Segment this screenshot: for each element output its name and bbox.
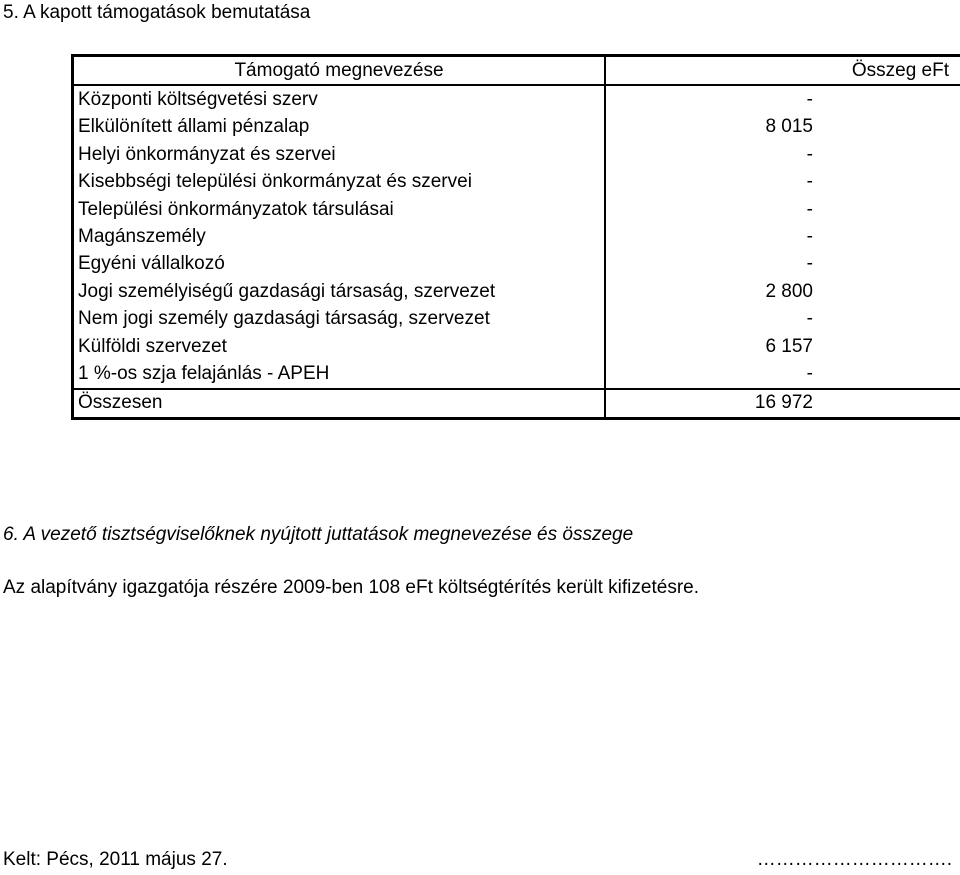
supporter-amount: 2 800 xyxy=(605,278,960,305)
total-label: Összesen xyxy=(73,389,606,419)
table-row xyxy=(73,223,960,250)
supporter-amount: - xyxy=(605,169,960,196)
supporter-amount: 8 015 xyxy=(605,114,960,141)
supporter-amount: - xyxy=(605,306,960,333)
supporter-name: Nem jogi személy gazdasági társaság, szervezet xyxy=(73,306,606,333)
place-date: Kelt: Pécs, 2011 május 27. xyxy=(3,849,228,870)
supporter-name: Elkülönített állami pénzalap xyxy=(73,114,606,141)
supporter-amount: - xyxy=(605,223,960,250)
supporter-name: Települési önkormányzatok társulásai xyxy=(73,196,606,223)
supporter-name: 1 %-os szja felajánlás - APEH xyxy=(73,360,606,388)
table-total-row xyxy=(73,389,960,419)
column-header-amount: Összeg eFt xyxy=(605,56,960,86)
column-header-supporter: Támogató megnevezése xyxy=(73,56,606,86)
table-row xyxy=(73,196,960,223)
supporter-name: Jogi személyiségű gazdasági társaság, szervezet xyxy=(73,278,606,305)
supporter-name: Magánszemély xyxy=(73,223,606,250)
supporter-name: Kisebbségi települési önkormányzat és szervei xyxy=(73,169,606,196)
table-row xyxy=(73,169,960,196)
supporter-name: Helyi önkormányzat és szervei xyxy=(73,141,606,168)
signature-line: …………………………. xyxy=(756,849,952,870)
section-6-title: 6. A vezető tisztségviselőknek nyújtott juttatások megnevezése és összege xyxy=(3,524,634,545)
total-amount: 16 972 xyxy=(605,389,960,419)
section-5-title: 5. A kapott támogatások bemutatása xyxy=(3,2,311,23)
table-row xyxy=(73,85,960,113)
table-row xyxy=(73,306,960,333)
supporter-amount: 6 157 xyxy=(605,333,960,360)
table-row xyxy=(73,114,960,141)
table-row xyxy=(73,278,960,305)
table-row xyxy=(73,141,960,168)
table-row xyxy=(73,251,960,278)
supporter-name: Egyéni vállalkozó xyxy=(73,251,606,278)
supporter-name: Külföldi szervezet xyxy=(73,333,606,360)
supporter-amount: - xyxy=(605,360,960,388)
supporter-amount: - xyxy=(605,141,960,168)
supporter-amount: - xyxy=(605,85,960,113)
support-table xyxy=(71,54,960,420)
table-row xyxy=(73,333,960,360)
supporter-amount: - xyxy=(605,251,960,278)
supporter-amount: - xyxy=(605,196,960,223)
table-row xyxy=(73,360,960,388)
table-header-row xyxy=(73,56,960,86)
section-6-body: Az alapítvány igazgatója részére 2009-ben 108 eFt költségtérítés került kifizetésre. xyxy=(3,577,699,598)
supporter-name: Központi költségvetési szerv xyxy=(73,85,606,113)
